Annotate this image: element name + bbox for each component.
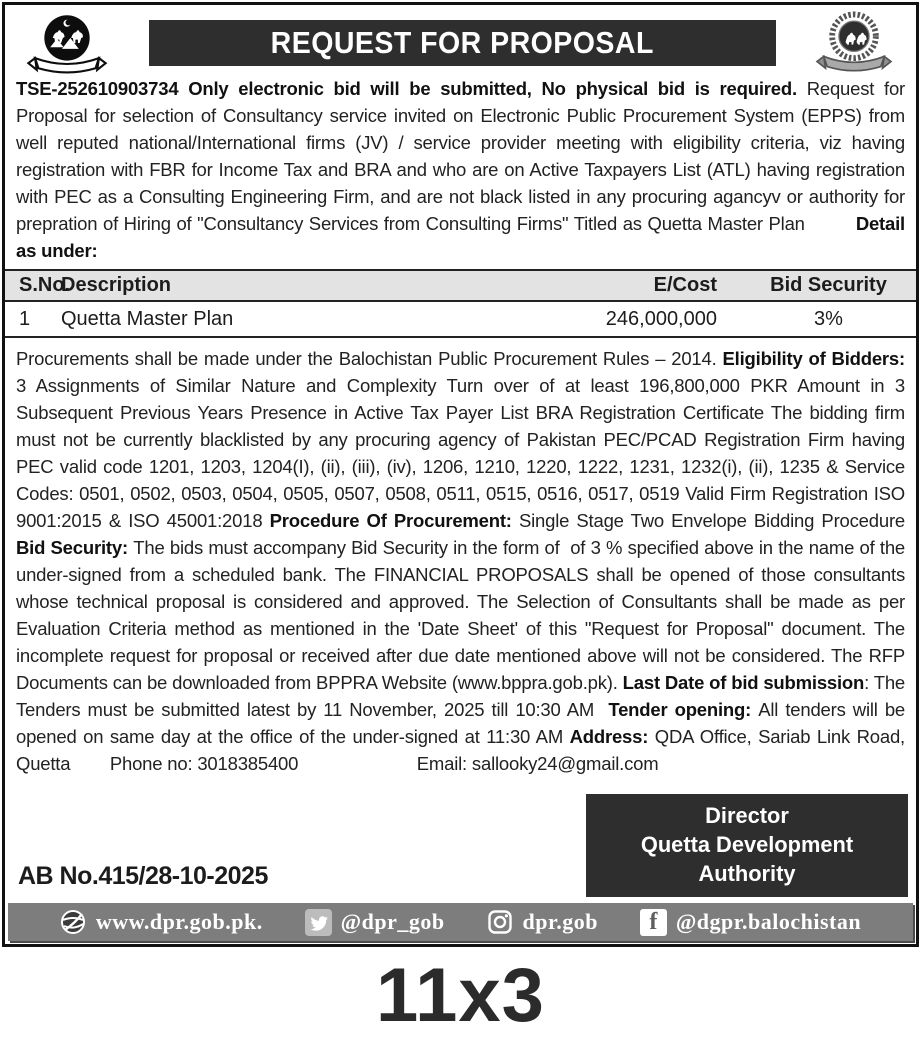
title-bar	[149, 20, 776, 66]
cell-bid-security: 3%	[814, 307, 843, 330]
facebook-handle[interactable]: @dgpr.balochistan	[675, 909, 862, 934]
cell-ecost: 246,000,000	[605, 307, 717, 330]
ad-size-label: 11x3	[376, 953, 545, 1038]
instagram-icon	[486, 909, 513, 936]
col-header-bid-security: Bid Security	[770, 274, 887, 296]
cost-table	[5, 269, 916, 338]
balochistan-emblem-logo	[800, 11, 908, 75]
qda-emblem-logo	[13, 11, 121, 75]
twitter-handle[interactable]: @dpr_gob	[340, 909, 445, 934]
instagram-link[interactable]	[486, 909, 597, 936]
signatory-title: Director	[705, 803, 789, 828]
facebook-icon: f	[640, 909, 667, 936]
globe-icon	[60, 909, 87, 936]
table-header-row	[5, 271, 916, 302]
website-link[interactable]	[60, 909, 263, 936]
intro-paragraph: TSE-252610903734 Only electronic bid will be submitted, No physical bid is required. Request for Proposal for selection of Consultancy service invited on Electronic Public Procurement System (EPPS) from well reputed national/International firms (JV) / service provider meeting with eligibility criteria, viz having registration with FBR for Income Tax and BRA and who are on Active Taxpayers List (ATL) having registration with PEC as a Consulting Engineering Firm, and are not black listed in any procuring agancyv or authority for prepration of Hiring of "Consultancy Services from Consulting Firms" Titled as Quetta Master Plan Detail as under:	[16, 78, 910, 261]
instagram-handle[interactable]: dpr.gob	[522, 909, 598, 934]
cell-description: Quetta Master Plan	[61, 307, 234, 330]
ab-reference-number: AB No.415/28-10-2025	[18, 862, 268, 890]
facebook-link[interactable]	[640, 909, 861, 936]
balochistan-emblem-graphic	[812, 11, 896, 75]
table-row	[5, 302, 916, 338]
body-paragraph: Procurements shall be made under the Balochistan Public Procurement Rules – 2014. Eligibility of Bidders: 3 Assignments of Similar Nature and Complexity Turn over of at least 196,800,000 PKR Amount in 3 Subsequent Previous Years Presence in Active Tax Payer List BRA Registration Certificate The bidding firm must not be currently blacklisted by any procuring agency of Pakistan PEC/PCAD Registration Firm having PEC valid code 1201, 1203, 1204(I), (ii), (iii), (iv), 1206, 1210, 1220, 1222, 1231, 1232(i), (ii), 1235 & Service Codes: 0501, 0502, 0503, 0504, 0505, 0507, 0508, 0511, 0515, 0516, 0517, 0519 Valid Firm Registration ISO 9001:2015 & ISO 45001:2018 Procedure Of Procurement: Single Stage Two Envelope Bidding Procedure Bid Security: The bids must accompany Bid Security in the form of of 3 % specified above in the name of the under-signed from a scheduled bank. The FINANCIAL PROPOSALS shall be opened of those consultants whose technical proposal is considered and approved. The Selection of Consultants shall be made as per Evaluation Criteria method as mentioned in the 'Date Sheet' of this "Request for Proposal" document. The incomplete request for proposal or received after due date mentioned above will not be considered. The RFP Documents can be downloaded from BPPRA Website (www.bppra.gob.pk). Last Date of bid submission: The Tenders must be submitted latest by 11 November, 2025 till 10:30 AM Tender opening: All tenders will be opened on same day at the office of the under-signed at 11:30 AM Address: QDA Office, Sariab Link Road, Quetta Phone no: 3018385400 Email: sallooky24@gmail.com	[16, 348, 910, 774]
page-title: REQUEST FOR PROPOSAL	[270, 25, 655, 60]
tender-notice	[2, 2, 919, 947]
twitter-icon	[305, 909, 332, 936]
col-header-ecost: E/Cost	[653, 274, 717, 296]
col-header-sno: S.No.	[19, 274, 71, 296]
qda-emblem-graphic	[25, 11, 109, 75]
signatory-org: Quetta Development Authority	[640, 832, 854, 886]
website-url[interactable]: www.dpr.gob.pk.	[95, 909, 263, 934]
cell-sno: 1	[19, 307, 31, 330]
col-header-description: Description	[61, 274, 172, 296]
signature-box	[586, 794, 908, 897]
social-footer-bar	[8, 903, 913, 941]
notice-header	[5, 5, 916, 71]
twitter-link[interactable]	[305, 909, 445, 936]
bottom-row	[5, 794, 916, 901]
